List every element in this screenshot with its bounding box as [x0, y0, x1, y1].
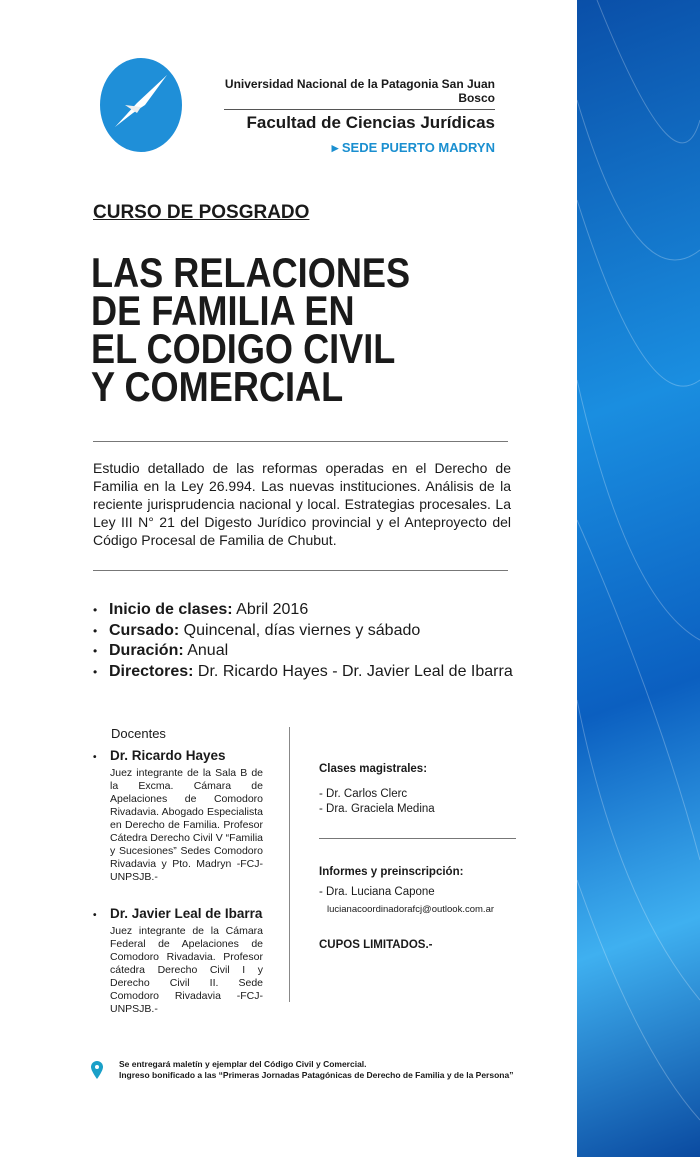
fact-item: • Directores: Dr. Ricardo Hayes - Dr. Javier Leal de Ibarra [93, 662, 513, 683]
informes-contact: - Dra. Luciana Capone [319, 886, 435, 898]
informes-email[interactable]: lucianacoordinadorafcj@outlook.com.ar [327, 904, 495, 915]
course-description: Estudio detallado de las reformas operadas en el Derecho de Familia en la Ley 26.994. Las nuevas instituciones. Análisis de la reciente jurisprudencia nacional y local. Estrategias procesales. La Ley III N° 21 del Digesto Jurídico provincial y el Anteproyecto del Código Procesal de Familia de Chubut. [93, 460, 511, 548]
footer-line: Ingreso bonificado a las “Primeras Jornadas Patagónicas de Derecho de Familia y de la Persona” [119, 1070, 514, 1080]
docente-bio: Juez integrante de la Cámara Federal de Apelaciones de Comodoro Rivadavia. Profesor cátedra Derecho Civil I y Derecho Civil II. Sede Comodoro Rivadavia -FCJ- UNPSJB.- [110, 925, 263, 1015]
docente-name: • Dr. Javier Leal de Ibarra [93, 906, 263, 921]
footer-line: Se entregará maletín y ejemplar del Código Civil y Comercial. [119, 1059, 367, 1069]
docente-bio: Juez integrante de la Sala B de la Excma. Cámara de Apelaciones de Comodoro Rivadavia. Abogado Especialista en Derecho de Familia. Profesor Cátedra Derecho Civil V “Familia y Sucesiones” Sedes Comodoro Rivadavia y Pto. Madryn -FCJ-UNPSJB.- [110, 767, 263, 883]
course-title [91, 249, 411, 410]
fact-item: • Inicio de clases: Abril 2016 [93, 600, 513, 621]
decorative-blue-band [577, 0, 700, 1157]
fact-item: • Duración: Anual [93, 641, 513, 662]
course-type: CURSO DE POSGRADO [93, 202, 310, 223]
docente-name: • Dr. Ricardo Hayes [93, 748, 263, 763]
divider [319, 838, 516, 839]
cupos-label: CUPOS LIMITADOS.- [319, 939, 433, 951]
location-pin-icon [91, 1061, 103, 1084]
informes-heading: Informes y preinscripción: [319, 866, 464, 878]
title-line: Y COMERCIAL [91, 363, 344, 410]
university-logo [97, 55, 185, 155]
docente-item [93, 906, 263, 1016]
sede-text: SEDE PUERTO MADRYN [341, 140, 495, 155]
magistral-item: - Dr. Carlos Clerc [319, 788, 408, 800]
fact-item: • Cursado: Quincenal, días viernes y sábado [93, 621, 513, 642]
title-line: EL CODIGO CIVIL [91, 325, 396, 372]
course-facts [93, 600, 513, 682]
column-divider [289, 727, 290, 1002]
docente-item [93, 748, 263, 884]
magistrales-list [319, 787, 435, 816]
docentes-heading: Docentes [111, 726, 166, 741]
divider [93, 570, 508, 571]
faculty-name: Facultad de Ciencias Jurídicas [246, 113, 495, 132]
divider [93, 441, 508, 442]
magistrales-heading: Clases magistrales: [319, 763, 428, 775]
title-line: LAS RELACIONES [91, 249, 411, 296]
magistral-item: - Dra. Graciela Medina [319, 802, 435, 815]
university-name: Universidad Nacional de la Patagonia San Juan Bosco [224, 77, 495, 110]
sede-label: ▸ SEDE PUERTO MADRYN [331, 140, 495, 155]
footer-notes [119, 1059, 513, 1081]
title-line: DE FAMILIA EN [91, 287, 355, 334]
